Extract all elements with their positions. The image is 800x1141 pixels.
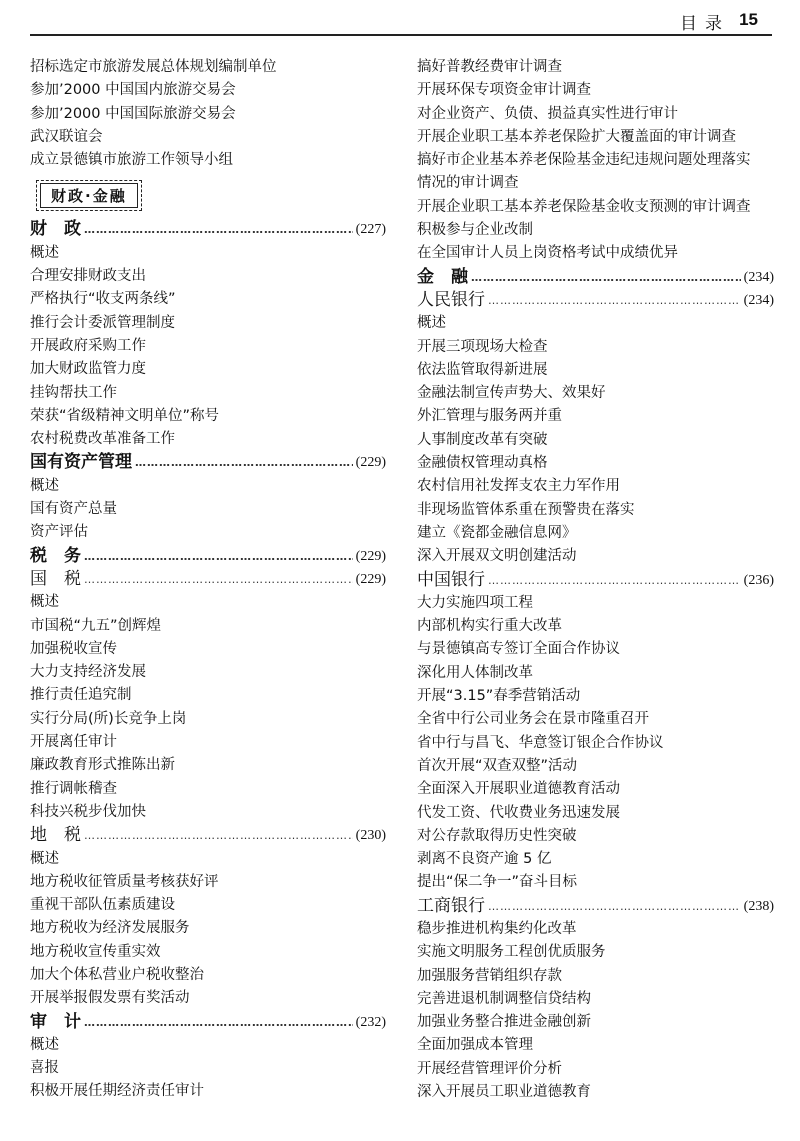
toc-entry: 实行分局(所)长竞争上岗: [30, 710, 187, 727]
subsection-title: 地 税: [30, 825, 81, 846]
toc-entry: 参加’2000 中国国际旅游交易会: [30, 105, 236, 122]
leader-dots: [488, 895, 741, 918]
toc-entry: 外汇管理与服务两并重: [417, 408, 562, 425]
toc-entry: 挂钩帮扶工作: [30, 384, 117, 401]
toc-entry: 参加’2000 中国国内旅游交易会: [30, 82, 236, 99]
toc-entry: 省中行与昌飞、华意签订银企合作协议: [417, 734, 664, 751]
toc-entry: 依法监管取得新进展: [417, 361, 548, 378]
toc-entry: 农村信用社发挥支农主力军作用: [417, 478, 620, 495]
section-title: 金 融: [417, 266, 468, 287]
leader-dots: [488, 569, 741, 592]
toc-entry: 搞好普教经费审计调查: [417, 59, 562, 75]
toc-section-caizheng: [30, 218, 386, 241]
toc-entry: 推行会计委派管理制度: [30, 314, 175, 331]
leader-dots: [84, 545, 353, 568]
toc-entry: 实施文明服务工程创优质服务: [417, 944, 606, 961]
toc-entry: 推行调帐稽查: [30, 780, 117, 797]
toc-entry: 概述: [30, 850, 59, 867]
toc-entry: 国有资产总量: [30, 501, 117, 518]
toc-entry: 武汉联谊会: [30, 128, 103, 145]
toc-entry: 建立《瓷都金融信息网》: [417, 524, 577, 541]
toc-entry: 首次开展“双查双整”活动: [417, 757, 578, 774]
toc-section-shuiwu: [30, 545, 386, 568]
toc-entry: 概述: [30, 1036, 59, 1053]
toc-entry: 加大财政监管力度: [30, 361, 146, 378]
section-title: 审 计: [30, 1011, 81, 1032]
toc-entry: 资产评估: [30, 524, 88, 541]
toc-entry: 在全国审计人员上岗资格考试中成绩优异: [417, 245, 678, 262]
toc-entry: 加强税收宣传: [30, 640, 117, 657]
toc-entry: 内部机构实行重大改革: [417, 618, 562, 635]
toc-subsection-renmin: [417, 289, 774, 312]
toc-entry: 概述: [417, 315, 446, 332]
toc-section-shenji: [30, 1011, 386, 1034]
leader-dots: [84, 218, 353, 241]
header-rule: [30, 34, 772, 36]
toc-entry: 非现场监管体系重在预警贵在落实: [417, 501, 635, 518]
toc-entry: 全面加强成本管理: [417, 1037, 533, 1054]
toc-entry: 农村税费改革准备工作: [30, 431, 175, 448]
toc-entry: 深化用人体制改革: [417, 664, 533, 681]
toc-entry: 开展“3.15”春季营销活动: [417, 688, 581, 705]
toc-entry: 市国税“九五”创辉煌: [30, 617, 162, 634]
left-column: [30, 56, 386, 1104]
toc-entry: 金融债权管理动真格: [417, 455, 548, 472]
leader-dots: [84, 824, 353, 847]
toc-entry: 成立景德镇市旅游工作领导小组: [30, 152, 233, 169]
toc-entry: 合理安排财政支出: [30, 268, 146, 285]
toc-entry: 开展三项现场大检查: [417, 338, 548, 355]
toc-entry: 加强业务整合推进金融创新: [417, 1014, 591, 1031]
toc-entry: 招标选定市旅游发展总体规划编制单位: [30, 59, 277, 75]
toc-entry: 代发工资、代收费业务迅速发展: [417, 804, 620, 821]
toc-entry: 人事制度改革有突破: [417, 431, 548, 448]
section-title: 税 务: [30, 545, 81, 566]
toc-entry: 喜报: [30, 1060, 59, 1077]
toc-entry: 科技兴税步伐加快: [30, 803, 146, 820]
toc-entry: 重视干部队伍素质建设: [30, 897, 175, 914]
toc-entry: 完善进退机制调整信贷结构: [417, 990, 591, 1007]
badge-label: 财政·金融: [40, 183, 138, 208]
toc-entry: 加强服务营销组织存款: [417, 967, 562, 984]
toc-entry: 荣获“省级精神文明单位”称号: [30, 407, 220, 424]
toc-entry: 推行责任追究制: [30, 687, 132, 704]
toc-entry: 搞好市企业基本养老保险基金违纪违规问题处理落实: [417, 152, 751, 169]
toc-entry: 大力实施四项工程: [417, 594, 533, 611]
toc-subsection-gongshang: [417, 895, 774, 918]
toc-entry: 情况的审计调查: [417, 175, 519, 192]
subsection-title: 工商银行: [417, 895, 485, 916]
toc-entry: 开展经营管理评价分析: [417, 1060, 562, 1077]
section-page: (229): [355, 455, 386, 471]
header-page-number: 15: [739, 10, 758, 29]
right-column: [417, 56, 774, 1104]
toc-entry: 开展环保专项资金审计调查: [417, 82, 591, 99]
toc-entry: 全省中行公司业务会在景市隆重召开: [417, 711, 649, 728]
section-badge: [30, 172, 386, 218]
leader-dots: [84, 568, 353, 591]
toc-subsection-dishui: [30, 824, 386, 847]
toc-entry: 廉政教育形式推陈出新: [30, 757, 175, 774]
section-title: 国有资产管理: [30, 452, 132, 473]
toc-section-guoyou: [30, 451, 386, 474]
toc-entry: 地方税收征管质量考核获好评: [30, 873, 219, 890]
toc-entry: 全面深入开展职业道德教育活动: [417, 781, 620, 798]
section-page: (227): [355, 222, 386, 238]
subsection-page: (229): [355, 571, 386, 587]
toc-entry: 对公存款取得历史性突破: [417, 827, 577, 844]
subsection-page: (238): [743, 898, 774, 914]
toc-entry: 稳步推进机构集约化改革: [417, 920, 577, 937]
toc-entry: 深入开展双文明创建活动: [417, 548, 577, 565]
subsection-page: (236): [743, 572, 774, 588]
toc-entry: 地方税收为经济发展服务: [30, 920, 190, 937]
subsection-page: (234): [743, 292, 774, 308]
toc-entry: 严格执行“收支两条线”: [30, 291, 176, 308]
leader-dots: [471, 266, 741, 289]
leader-dots: [488, 289, 741, 312]
toc-entry: 剥离不良资产逾 5 亿: [417, 851, 552, 868]
toc-entry: 概述: [30, 477, 59, 494]
toc-entry: 地方税收宣传重实效: [30, 943, 161, 960]
toc-entry: 积极参与企业改制: [417, 222, 533, 239]
toc-entry: 提出“保二争一”奋斗目标: [417, 874, 578, 891]
toc-entry: 概述: [30, 594, 59, 611]
toc-subsection-guoshui: [30, 568, 386, 591]
toc-entry: 开展企业职工基本养老保险基金收支预测的审计调查: [417, 198, 751, 215]
section-title: 财 政: [30, 219, 81, 240]
toc-entry: 深入开展员工职业道德教育: [417, 1084, 591, 1101]
section-page: (232): [355, 1014, 386, 1030]
toc-entry: 开展离任审计: [30, 734, 117, 751]
leader-dots: [84, 1011, 353, 1034]
toc-entry: 开展举报假发票有奖活动: [30, 990, 190, 1007]
subsection-title: 中国银行: [417, 569, 485, 590]
header-title: 目录: [680, 14, 730, 34]
toc-entry: 概述: [30, 244, 59, 261]
section-page: (234): [743, 269, 774, 285]
toc-entry: 开展政府采购工作: [30, 337, 146, 354]
badge-frame: [36, 180, 142, 211]
toc-entry: 开展企业职工基本养老保险扩大覆盖面的审计调查: [417, 128, 736, 145]
toc-entry: 加大个体私营业户税收整治: [30, 966, 204, 983]
toc-entry: 积极开展任期经济责任审计: [30, 1083, 204, 1100]
toc-subsection-zhongguo: [417, 569, 774, 592]
subsection-title: 国 税: [30, 568, 81, 589]
toc-section-jinrong: [417, 266, 774, 289]
toc-entry: 金融法制宣传声势大、效果好: [417, 385, 606, 402]
toc-entry: 与景德镇高专签订全面合作协议: [417, 641, 620, 658]
subsection-page: (230): [355, 828, 386, 844]
toc-entry: 对企业资产、负债、损益真实性进行审计: [417, 105, 678, 122]
toc-entry: 大力支持经济发展: [30, 664, 146, 681]
page-header: [0, 0, 800, 40]
leader-dots: [135, 451, 353, 474]
section-page: (229): [355, 548, 386, 564]
subsection-title: 人民银行: [417, 289, 485, 310]
